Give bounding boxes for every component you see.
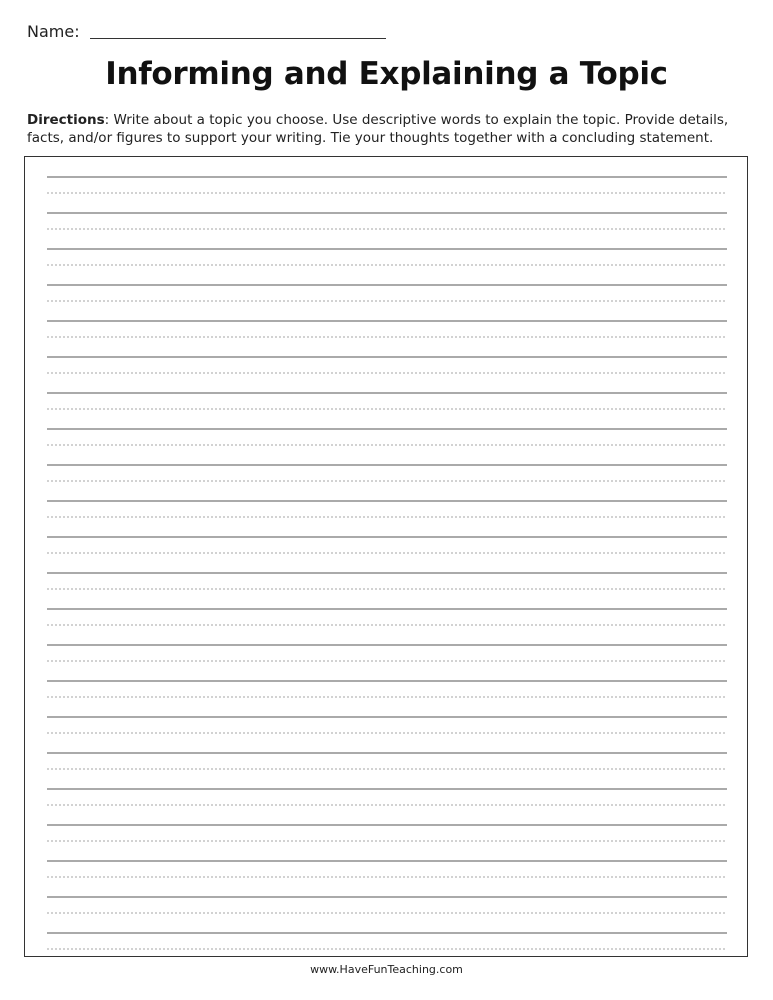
writing-area[interactable]: [24, 156, 748, 957]
page-title: Informing and Explaining a Topic: [105, 56, 668, 92]
directions-label: Directions: [27, 112, 105, 128]
directions: [27, 111, 745, 147]
writing-lines: [25, 157, 747, 956]
directions-text: : Write about a topic you choose. Use descriptive words to explain the topic. Provide details, facts, and/or figures to support your writing. Tie your thoughts together with a concluding statement.: [27, 112, 729, 146]
name-row: [27, 22, 397, 44]
footer-website: www.HaveFunTeaching.com: [310, 963, 463, 976]
name-input-line[interactable]: [90, 38, 386, 39]
name-label: Name:: [27, 22, 80, 41]
